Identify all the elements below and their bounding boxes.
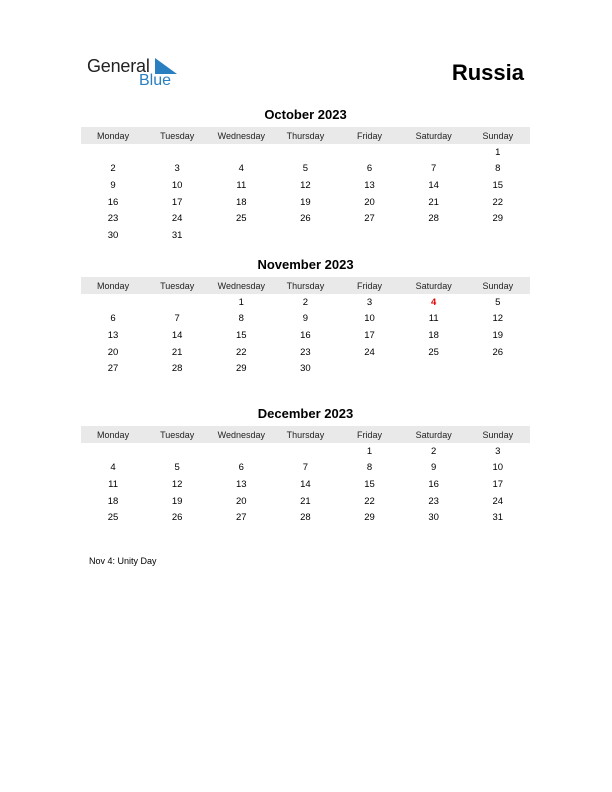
weekday-label: Saturday xyxy=(415,429,452,440)
day-cell: 13 xyxy=(236,478,247,490)
day-cell: 19 xyxy=(171,495,183,507)
week-row xyxy=(81,161,530,178)
weekday-label: Monday xyxy=(97,130,130,141)
day-cell: 7 xyxy=(302,462,309,474)
day-cell: 8 xyxy=(238,313,244,325)
day-cell: 22 xyxy=(236,346,247,358)
day-cell: 10 xyxy=(364,313,375,325)
day-cell: 5 xyxy=(174,462,180,474)
day-cell: 20 xyxy=(364,196,375,208)
day-cell: 11 xyxy=(428,313,439,325)
day-cell: 14 xyxy=(428,179,439,191)
day-cell: 8 xyxy=(495,163,501,175)
day-cell: 2 xyxy=(431,445,437,457)
day-cell: 19 xyxy=(492,329,504,341)
day-cell: 20 xyxy=(107,346,119,358)
day-cell: 6 xyxy=(238,462,244,474)
day-cell: 27 xyxy=(236,512,247,524)
day-cell: 16 xyxy=(300,329,311,341)
day-cell: 18 xyxy=(236,196,247,208)
day-cell: 29 xyxy=(364,512,375,524)
day-cell: 5 xyxy=(302,163,309,175)
day-cell: 16 xyxy=(428,478,439,490)
month-title: December 2023 xyxy=(257,406,354,421)
day-cell: 30 xyxy=(107,229,119,241)
week-row xyxy=(81,443,530,460)
week-row xyxy=(81,509,530,526)
day-cell: 29 xyxy=(492,213,504,225)
weekday-header xyxy=(81,127,530,144)
weekday-label: Sunday xyxy=(482,429,514,440)
weekday-header xyxy=(81,277,530,294)
day-cell: 15 xyxy=(492,179,504,191)
weekday-label: Friday xyxy=(357,429,383,440)
day-cell: 23 xyxy=(107,213,119,225)
day-cell: 1 xyxy=(366,445,373,457)
week-row xyxy=(81,460,530,477)
weekday-label: Monday xyxy=(97,429,130,440)
day-cell: 17 xyxy=(364,329,375,341)
day-cell: 3 xyxy=(495,445,501,457)
day-cell: 28 xyxy=(171,363,183,375)
week-row xyxy=(81,144,530,161)
month-block xyxy=(81,106,530,244)
week-row xyxy=(81,493,530,510)
day-cell: 30 xyxy=(428,512,439,524)
day-cell: 16 xyxy=(107,196,119,208)
brand-name-general: General xyxy=(87,56,150,76)
week-row xyxy=(81,194,530,211)
weekday-label: Thursday xyxy=(286,130,325,141)
day-cell: 21 xyxy=(300,495,311,507)
week-row xyxy=(81,344,530,361)
day-cell: 31 xyxy=(492,512,504,524)
day-cell: 6 xyxy=(110,313,116,325)
weekday-label: Tuesday xyxy=(160,130,195,141)
brand-logo xyxy=(87,56,187,92)
day-cell: 9 xyxy=(431,462,437,474)
day-cell: 15 xyxy=(364,478,375,490)
week-row xyxy=(81,210,530,227)
day-cell: 26 xyxy=(300,213,311,225)
day-cell: 9 xyxy=(302,313,309,325)
weekday-label: Saturday xyxy=(415,280,452,291)
day-cell: 29 xyxy=(236,363,247,375)
day-cell: 21 xyxy=(171,346,183,358)
day-cell: 31 xyxy=(171,229,183,241)
day-cell: 13 xyxy=(107,329,119,341)
day-cell: 24 xyxy=(171,213,183,225)
day-cell: 19 xyxy=(300,196,311,208)
day-cell: 2 xyxy=(302,296,309,308)
day-cell: 10 xyxy=(171,179,183,191)
day-cell: 18 xyxy=(107,495,119,507)
weekday-label: Wednesday xyxy=(217,280,265,291)
weekday-label: Sunday xyxy=(482,130,514,141)
day-cell: 27 xyxy=(107,363,119,375)
day-cell: 1 xyxy=(238,296,244,308)
day-cell: 24 xyxy=(492,495,504,507)
week-row xyxy=(81,327,530,344)
day-cell: 25 xyxy=(107,512,119,524)
country-title: Russia xyxy=(451,60,524,85)
brand-name-blue: Blue xyxy=(139,72,172,89)
day-cell: 30 xyxy=(300,363,311,375)
weekday-label: Saturday xyxy=(415,130,452,141)
day-cell: 28 xyxy=(300,512,311,524)
weekday-label: Monday xyxy=(97,280,130,291)
day-cell: 8 xyxy=(366,462,373,474)
day-cell: 18 xyxy=(428,329,439,341)
weekday-header xyxy=(81,426,530,443)
month-block xyxy=(81,256,530,377)
day-cell: 26 xyxy=(171,512,183,524)
day-cell: 27 xyxy=(364,213,375,225)
day-cell: 5 xyxy=(495,296,501,308)
day-cell: 10 xyxy=(492,462,504,474)
day-cell: 1 xyxy=(495,146,501,158)
day-cell: 11 xyxy=(108,478,118,490)
day-cell: 28 xyxy=(428,213,439,225)
week-row xyxy=(81,294,530,311)
day-cell: 26 xyxy=(492,346,504,358)
holiday-note: Nov 4: Unity Day xyxy=(89,556,157,566)
day-cell: 23 xyxy=(300,346,311,358)
day-cell: 17 xyxy=(492,478,504,490)
weekday-label: Thursday xyxy=(286,429,325,440)
day-cell: 13 xyxy=(364,179,375,191)
weekday-label: Friday xyxy=(357,130,383,141)
weekday-label: Wednesday xyxy=(217,429,265,440)
day-cell: 3 xyxy=(366,296,373,308)
day-cell: 6 xyxy=(366,163,373,175)
week-row xyxy=(81,476,530,493)
day-cell: 14 xyxy=(300,478,311,490)
day-cell: 14 xyxy=(171,329,183,341)
weekday-label: Sunday xyxy=(482,280,514,291)
day-cell: 9 xyxy=(110,179,116,191)
day-cell: 17 xyxy=(171,196,183,208)
day-cell: 15 xyxy=(236,329,247,341)
weekday-label: Wednesday xyxy=(217,130,265,141)
day-cell: 7 xyxy=(431,163,437,175)
month-title: October 2023 xyxy=(264,107,347,122)
week-row xyxy=(81,360,530,377)
day-cell: 24 xyxy=(364,346,375,358)
day-cell: 11 xyxy=(236,179,247,191)
month-block xyxy=(81,405,530,526)
day-cell: 20 xyxy=(236,495,247,507)
week-row xyxy=(81,227,530,244)
month-title: November 2023 xyxy=(257,257,354,272)
day-cell: 2 xyxy=(110,163,116,175)
day-cell: 25 xyxy=(236,213,247,225)
day-cell: 22 xyxy=(492,196,504,208)
day-cell: 3 xyxy=(174,163,180,175)
day-cell: 4 xyxy=(110,462,116,474)
week-row xyxy=(81,311,530,328)
day-cell: 23 xyxy=(428,495,439,507)
day-cell: 4 xyxy=(238,163,244,175)
weekday-label: Tuesday xyxy=(160,429,195,440)
holiday-notes xyxy=(89,556,157,566)
weekday-label: Friday xyxy=(357,280,383,291)
day-cell: 12 xyxy=(300,179,311,191)
day-cell: 12 xyxy=(492,313,504,325)
day-cell: 7 xyxy=(174,313,180,325)
day-cell: 12 xyxy=(171,478,183,490)
holiday-day-cell: 4 xyxy=(431,296,437,308)
week-row xyxy=(81,177,530,194)
day-cell: 22 xyxy=(364,495,375,507)
day-cell: 25 xyxy=(428,346,439,358)
day-cell: 21 xyxy=(428,196,439,208)
weekday-label: Thursday xyxy=(286,280,325,291)
weekday-label: Tuesday xyxy=(160,280,195,291)
